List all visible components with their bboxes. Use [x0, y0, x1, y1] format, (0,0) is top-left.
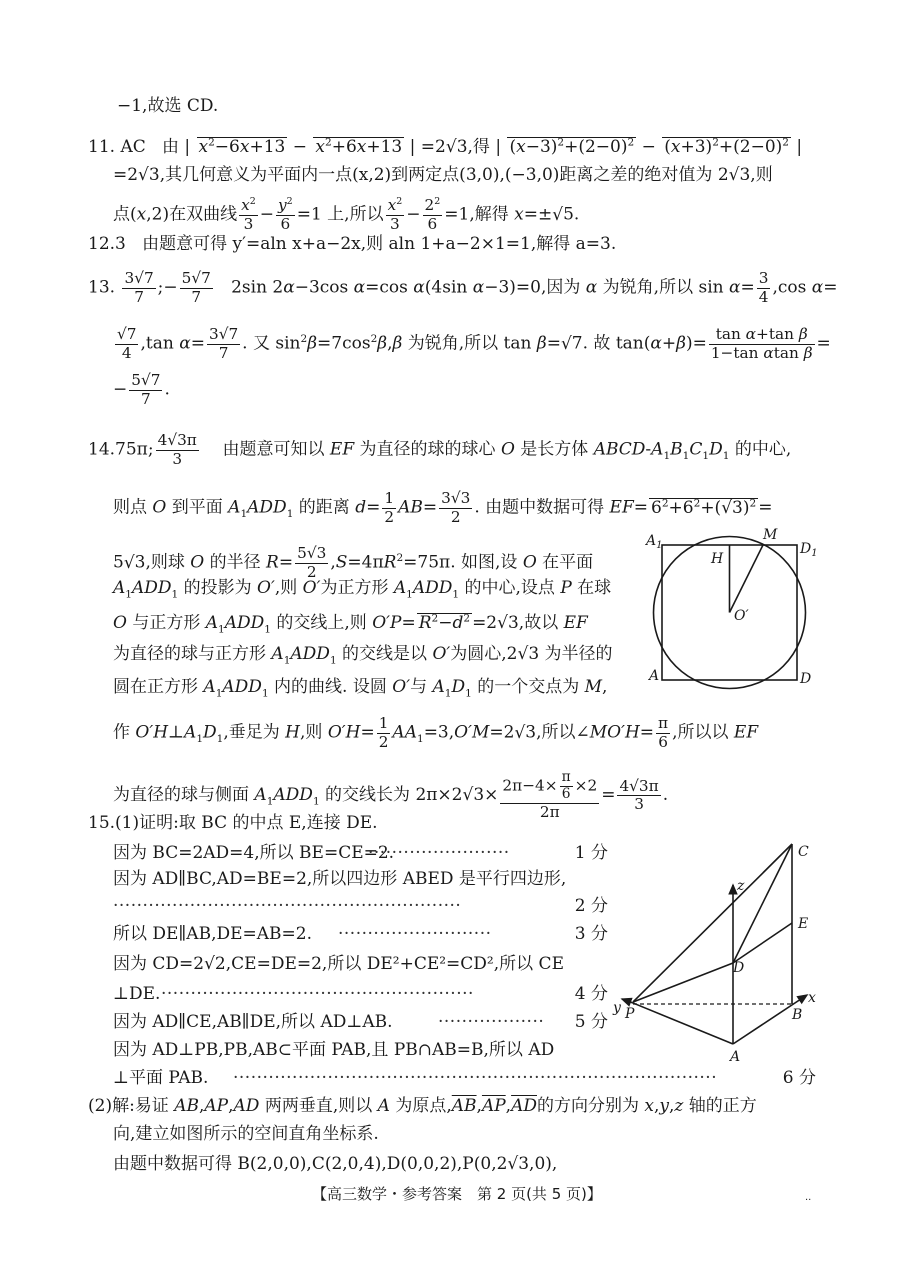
q14-line-7: 圆在正方形 $A_1ADD_1$ 内的曲线. 设圆 O′与 $A_1D_1$ 的一个交点为 M, — [113, 677, 608, 700]
q15-figure-coordinate-solid — [600, 835, 830, 1065]
q13-line-2: √ $\frac{7}{4}$ ,tan α= $\frac{3 √ 7}{7}$ . 又 $\sin^2\beta=7\cos^2\beta,\beta$ 为锐角,所以 tan β= √ 7. 故 tan(α+β)= $\frac{\text{tan α+tan β}}{\text{1−tan αtan β}}$ = — [113, 326, 831, 362]
q14-line-1: 14.75π; $\frac{4 √ 3\pi}{3}$ 由题意可知以 EF 为直径的球的球心 O 是长方体 ABCD-$A_1B_1C_1D_1$ 的中心, — [88, 432, 791, 468]
label-p: P — [625, 1006, 635, 1022]
edge-pc — [633, 844, 792, 1002]
q14-line-3: 5 √ 3,则球 O 的半径 R= $\frac{5 √ 3}{2}$ $,S=4\pi R^2=75\pi$. 如图,设 O 在平面 — [113, 545, 593, 581]
q14-line-4: $A_1ADD_1$ 的投影为 O′,则 O′为正方形 $A_1ADD_1$ 的中心,设点 P 在球 — [113, 578, 612, 601]
q15-part2-line-1: (2)解:易证 AB,AP,AD 两两垂直,则以 A 为原点$,\overline{AB},\overline{AP},\overline{AD}$的方向分别为 x,y,z 轴的正方 — [88, 1096, 757, 1116]
q12-answer: 3 — [115, 234, 126, 254]
step-text: 因为 AD∥CE,AB∥DE,所以 AD⊥AB. — [113, 1012, 393, 1032]
label-b: B — [792, 1007, 803, 1023]
q15-step-8 — [113, 1042, 554, 1059]
edge-pd — [633, 963, 733, 1002]
q14-line-6: 为直径的球与正方形 $A_1ADD_1$ 的交线是以 O′为圆心,2 √ 3 为半径的 — [113, 646, 613, 663]
q12-number: 12. — [88, 234, 116, 254]
edge-dc — [733, 844, 792, 963]
label-y: y — [613, 1000, 621, 1016]
step-text: 因为 BC=2AD=4,所以 BE=CE=2. — [113, 843, 395, 863]
q13-number: 13. — [88, 277, 116, 298]
step-text: ⊥DE. — [113, 984, 161, 1004]
intro-line: −1,故选 CD. — [117, 96, 219, 116]
q14-line-8: 作 $O'H\perp A_1D_1$,垂足为 H,则 O′H= $\frac{1}{2}$ $AA_1=3,O'M=2$ √ 3,所以∠MO′H= $\frac{\pi}{6}$ ,所以以 EF — [113, 715, 758, 751]
q12-text: 由题意可得 y′=aln x+a−2x,则 aln 1+a−2×1=1,解得 a=3. — [142, 234, 617, 254]
q13-line-1: 13. $\frac{3 √ 7}{7}$ ;− $\frac{5 √ 7}{7}$ 2sin 2α−3cos α=cos α(4sin α−3)=0,因为 α 为锐角,所以 sin α= $\frac{3}{4}$ ,cos α= — [88, 270, 838, 306]
q15-step-9: ⊥平面 PAB. ·················································································· 6 分 — [113, 1068, 816, 1088]
label-x: x — [808, 990, 816, 1006]
step-score: 4 分 — [574, 984, 608, 1004]
step-text: ⊥平面 PAB. — [113, 1068, 209, 1088]
label-h: H — [711, 551, 724, 567]
q14-line-5: O 与正方形 $A_1ADD_1$ 的交线上,则 $O'P= R^2-d^2 =2$ √ 3,故以 EF — [113, 613, 588, 633]
q11-line-2: =2√3,其几何意义为平面内一点(x,2)到两定点(3,0),(−3,0)距离之差的绝对值为 2√3,则 — [113, 165, 773, 185]
q15-step-6: ⊥DE. ····················································· 4 分 — [113, 984, 608, 1004]
label-m: M — [763, 527, 778, 543]
q15-step-5 — [113, 956, 564, 973]
q11-answer: AC — [120, 137, 146, 157]
corner-mark: .. — [805, 1192, 812, 1203]
q14-line-2: 则点 O 到平面 $A_1ADD_1$ 的距离 d= $\frac{1}{2}$ AB= $\frac{3 √ 3}{2}$ . 由题中数据可得 $EF= 6^2+6^2+$( √ 3)$^2$ = — [113, 490, 772, 526]
step-text: 因为 AD∥BC,AD=BE=2,所以四边形 ABED 是平行四边形, — [113, 869, 567, 889]
y-axis — [622, 999, 633, 1003]
q15-step-4: 所以 DE∥AB,DE=AB=2. ·························· 3 分 — [113, 924, 608, 944]
q11-line-3: 点(x,2)在双曲线 $\frac{x^2}{3}$ − $\frac{y^2}{6}$ =1 上,所以 $\frac{x^2}{3}$ − $\frac{2^2}{6}$ =1,解得 x=± √ 5. — [113, 197, 579, 233]
step-score: 2 分 — [574, 896, 608, 916]
edge-de — [733, 923, 792, 963]
q14-line-9: 为直径的球与侧面 $A_1ADD_1$ 的交线长为 2π×2 √ 3× 2π−4× $\frac{\pi}{6}$ ×2 2π = $\frac{4 √ 3\pi}{3}$ . — [113, 770, 668, 821]
q11-number: 11. — [88, 137, 116, 157]
q14-figure-square-circle — [645, 525, 830, 690]
q15-step-7: 因为 AD∥CE,AB∥DE,所以 AD⊥AB. ·················· 5 分 — [113, 1012, 608, 1032]
step-text: 因为 CD=2√2,CE=DE=2,所以 DE²+CE²=CD²,所以 CE — [113, 954, 564, 974]
q15-step-2 — [113, 871, 566, 888]
step-score: 1 分 — [574, 843, 608, 863]
q15-part1-header — [88, 815, 378, 832]
q14-number: 14. — [88, 439, 116, 460]
label-a: A — [649, 668, 660, 684]
step-score: 3 分 — [574, 924, 608, 944]
q15-part2-line-3: 由题中数据可得 B(2,0,0),C(2,0,4),D(0,0,2),P(0,2√3,0), — [113, 1154, 558, 1174]
step-text: 所以 DE∥AB,DE=AB=2. — [113, 924, 312, 944]
label-a1: $A_1$ — [646, 533, 663, 551]
q13-line-3: − $\frac{5 √ 7}{7}$ . — [113, 372, 170, 408]
label-e: E — [798, 916, 809, 932]
label-a: A — [730, 1049, 741, 1065]
q15-step-1: 因为 BC=2AD=4,所以 BE=CE=2. ························ 1 分 — [113, 843, 608, 863]
q15-number: 15. — [88, 813, 116, 833]
label-d: D — [800, 671, 812, 687]
edge-pa — [633, 1003, 733, 1044]
label-c: C — [798, 844, 809, 860]
segment-o-prime-m — [730, 545, 764, 613]
label-o-prime: O′ — [734, 608, 749, 624]
q12-line — [88, 236, 616, 253]
step-score: 6 分 — [782, 1068, 816, 1088]
label-z: z — [737, 878, 745, 894]
q15-part2-line-2: 向,建立如图所示的空间直角坐标系. — [113, 1124, 379, 1144]
q11-line-1: 11. AC 由 | $x^2-6x+13 - x^2+6x+13$ | =2 √ 3,得 | $(x-3)^2+(2-0)^2 - (x+3)^2+(2-0)^2$ | — [88, 137, 802, 157]
page-footer: 【高三数学・参考答案 第 2 页(共 5 页)】 — [312, 1185, 602, 1203]
label-d1: $D_1$ — [800, 541, 818, 559]
q15-part1-header-text: (1)证明:取 BC 的中点 E,连接 DE. — [115, 813, 378, 833]
step-score: 5 分 — [574, 1012, 608, 1032]
label-d: D — [733, 960, 745, 976]
step-text: 因为 AD⊥PB,PB,AB⊂平面 PAB,且 PB∩AB=B,所以 AD — [113, 1040, 555, 1060]
q15-step-3: ··························································· 2 分 — [113, 896, 608, 916]
